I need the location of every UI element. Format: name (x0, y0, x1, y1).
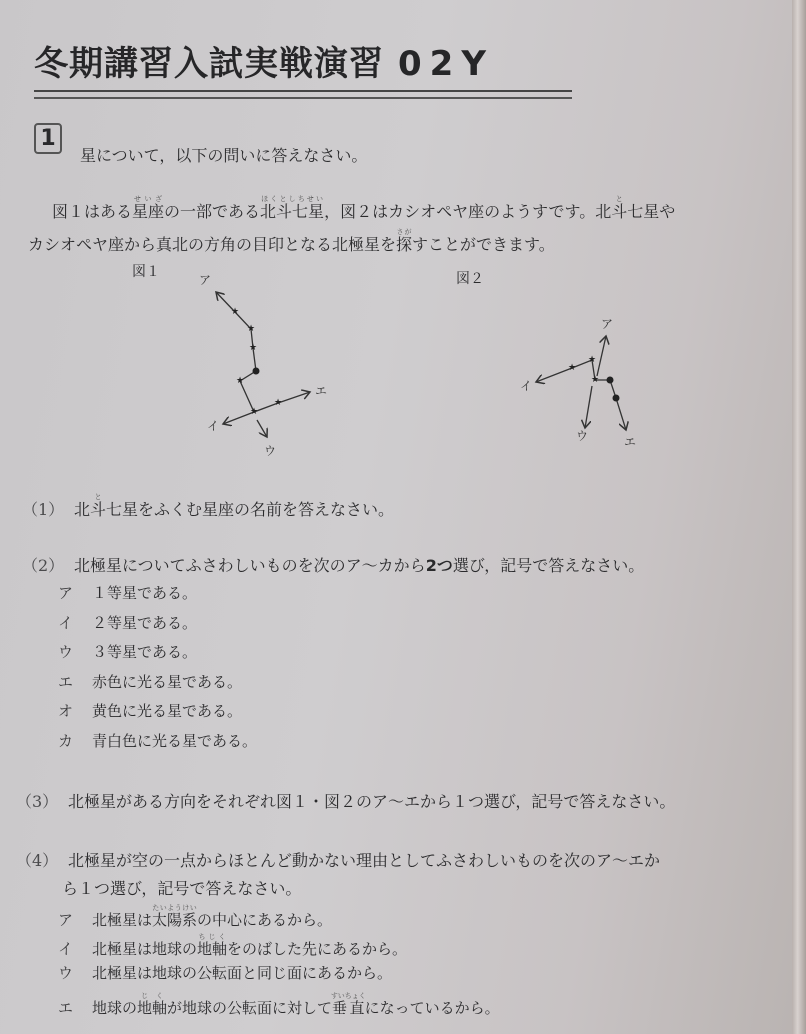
figure-2-label: 図２ (456, 271, 484, 287)
title-text: 冬期講習入試実戦演習 (34, 44, 384, 84)
fig2-label-e: エ (623, 435, 637, 449)
ruby-sagasu: 探さが (396, 228, 413, 254)
sub-question-4-line-2: ら１つ選び，記号で答えなさい。 (62, 879, 302, 898)
q4-option-i: イ 北極星は地球の地軸ちじくをのばした先にあるから。 (58, 933, 408, 958)
q2-option-a: ア １等星である。 (58, 584, 198, 602)
fig1-label-i: イ (206, 419, 220, 433)
question-intro: 星について，以下の問いに答えなさい。 (80, 146, 368, 165)
svg-text:★: ★ (248, 343, 258, 353)
figure-1-label: 図１ (132, 264, 160, 280)
question-number-box: 1 (34, 123, 62, 154)
title-code: 02Y (398, 44, 494, 84)
fig1-label-e: エ (314, 384, 328, 398)
question-paragraph (28, 195, 768, 261)
svg-text:★: ★ (246, 324, 256, 334)
svg-text:★: ★ (230, 307, 240, 317)
title-underline (34, 90, 572, 99)
svg-text:★: ★ (590, 375, 600, 385)
fig1-label-u: ウ (263, 444, 277, 458)
q2-option-ka: カ 青白色に光る星である。 (58, 732, 258, 750)
sub-question-4: （4） 北極星が空の一点からほとんど動かない理由としてふさわしいものを次のア～エか (16, 851, 661, 870)
q2-option-i: イ ２等星である。 (58, 614, 198, 632)
svg-text:★: ★ (249, 407, 259, 417)
page-title (34, 36, 494, 85)
ruby-to: 斗と (611, 195, 628, 221)
svg-text:★: ★ (567, 363, 577, 373)
q4-option-a: ア 北極星は太陽系たいようけいの中心にあるから。 (58, 904, 333, 929)
fig1-label-a: ア (198, 273, 212, 287)
q4-option-e: エ 地球の地軸じくが地球の公転面に対して垂直すいちょくになっているから。 (58, 992, 500, 1017)
ruby-hokuto: 北斗七星ほくとしちせい (260, 195, 325, 221)
page-edge-shadow (792, 0, 806, 1034)
paragraph-line-1: 図１はある星座せいざの一部である北斗七星ほくとしちせい，図２はカシオペヤ座のようすです。北斗と七星や (52, 195, 676, 221)
q2-option-e: エ 赤色に光る星である。 (58, 673, 243, 691)
q2-option-o: オ 黄色に光る星である。 (58, 702, 243, 720)
fig2-label-a: ア (600, 317, 614, 331)
sub-question-1: （1） 北斗と七星をふくむ星座の名前を答えなさい。 (22, 493, 395, 519)
paragraph-line-2: カシオペヤ座から真北の方角の目印となる北極星を探さがすことができます。 (28, 228, 555, 254)
q4-option-u: ウ 北極星は地球の公転面と同じ面にあるから。 (58, 964, 393, 982)
figure-2-cassiopeia-diagram (510, 300, 660, 450)
sub-question-3: （3） 北極星がある方向をそれぞれ図１・図２のア～エから１つ選び，記号で答えなさい。 (16, 792, 676, 811)
fig2-label-u: ウ (575, 429, 589, 443)
svg-text:★: ★ (273, 398, 283, 408)
sub-question-2: （2） 北極星についてふさわしいものを次のア～カから2つ選び，記号で答えなさい。 (22, 556, 645, 575)
svg-text:★: ★ (587, 355, 597, 365)
figure-1-big-dipper-diagram (150, 270, 340, 460)
svg-text:★: ★ (235, 376, 245, 386)
fig2-label-i: イ (519, 379, 533, 393)
ruby-seiza: 星座せいざ (132, 195, 165, 221)
q2-option-u: ウ ３等星である。 (58, 643, 198, 661)
